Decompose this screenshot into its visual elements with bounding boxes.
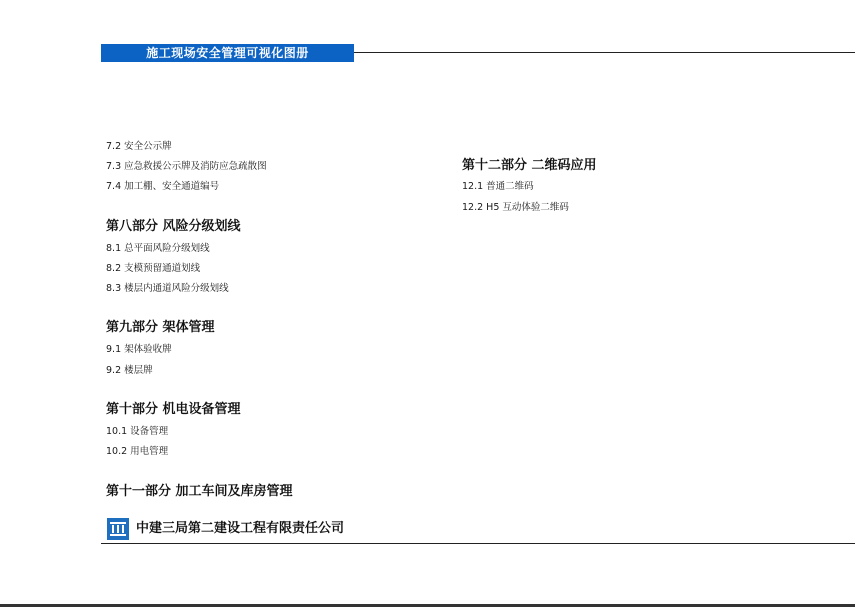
toc-section-heading[interactable]: 第十二部分 二维码应用: [462, 158, 597, 173]
toc-section-heading[interactable]: 第八部分 风险分级划线: [106, 219, 241, 234]
toc-section-heading[interactable]: 第十部分 机电设备管理: [106, 402, 241, 417]
toc-section-heading[interactable]: 第九部分 架体管理: [106, 320, 215, 335]
toc-item[interactable]: 8.1 总平面风险分级划线: [106, 243, 210, 254]
page-bottom-edge: [0, 604, 855, 607]
toc-item[interactable]: 9.2 楼层牌: [106, 365, 153, 376]
toc-item[interactable]: 8.2 支模预留通道划线: [106, 263, 201, 274]
cscec-logo-icon: [107, 518, 129, 540]
toc-item[interactable]: 10.2 用电管理: [106, 446, 169, 457]
header-divider: [354, 52, 855, 53]
toc-item[interactable]: 10.1 设备管理: [106, 426, 169, 437]
toc-item[interactable]: 7.3 应急救援公示牌及消防应急疏散图: [106, 161, 267, 172]
company-name: 中建三局第二建设工程有限责任公司: [136, 521, 345, 536]
toc-item[interactable]: 8.3 楼层内通道风险分级划线: [106, 283, 229, 294]
toc-item[interactable]: 12.2 H5 互动体验二维码: [462, 202, 569, 213]
toc-section-heading[interactable]: 第十一部分 加工车间及库房管理: [106, 484, 293, 499]
toc-item[interactable]: 7.4 加工棚、安全通道编号: [106, 181, 220, 192]
page-header-title: 施工现场安全管理可视化图册: [101, 44, 354, 62]
toc-item[interactable]: 7.2 安全公示牌: [106, 141, 172, 152]
toc-item[interactable]: 9.1 架体验收牌: [106, 344, 172, 355]
footer-divider: [101, 543, 855, 544]
toc-item[interactable]: 12.1 普通二维码: [462, 181, 534, 192]
